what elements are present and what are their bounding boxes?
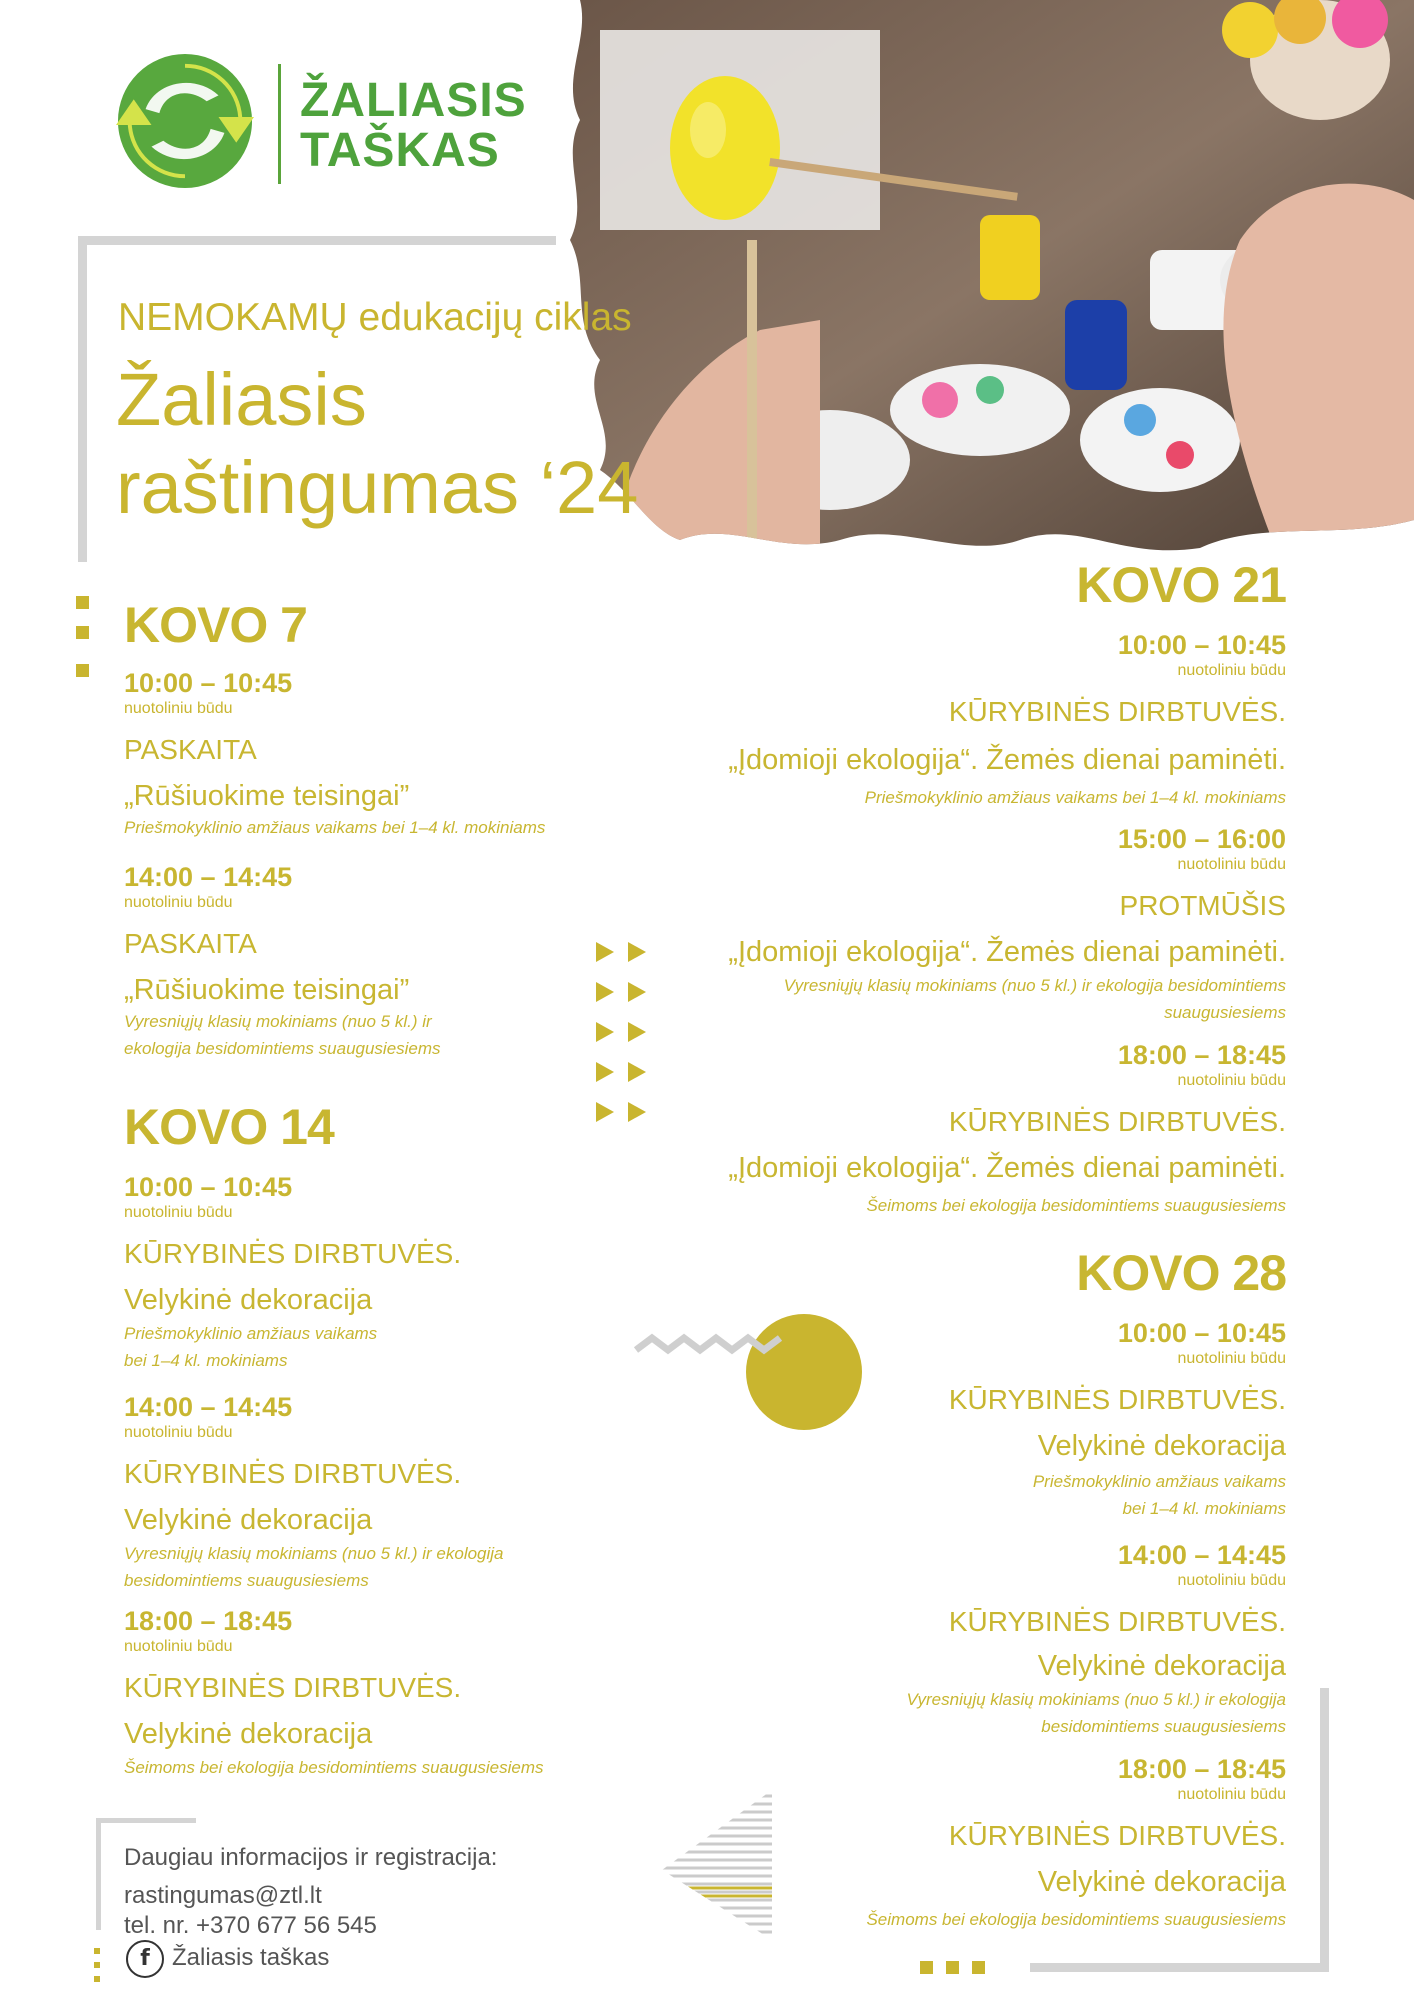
decor-square — [920, 1961, 933, 1974]
session-time: 14:00 – 14:45 — [124, 1392, 293, 1422]
decor-circle-zigzag — [632, 1300, 864, 1450]
session-kind: KŪRYBINĖS DIRBTUVĖS. — [948, 696, 1286, 727]
decor-dot — [94, 1948, 100, 1954]
session-time: 18:00 – 18:45 — [1117, 1040, 1286, 1070]
date-kovo-21: KOVO 21 — [1076, 557, 1286, 613]
session-kind: KŪRYBINĖS DIRBTUVĖS. — [124, 1238, 462, 1269]
frame-left — [78, 236, 87, 562]
facebook-link[interactable]: Žaliasis taškas — [172, 1944, 330, 1971]
session-kind: KŪRYBINĖS DIRBTUVĖS. — [948, 1820, 1286, 1851]
session-kind: PROTMŪŠIS — [1119, 890, 1286, 921]
session-time: 15:00 – 16:00 — [1117, 824, 1286, 854]
date-kovo-14: KOVO 14 — [124, 1099, 334, 1155]
session-topic: „Įdomioji ekologija“. Žemės dienai paminėti. — [728, 1152, 1286, 1184]
decor-arrows — [596, 942, 656, 1130]
session-topic: „Rūšiuokime teisingai” — [124, 974, 410, 1006]
session-kind: KŪRYBINĖS DIRBTUVĖS. — [124, 1458, 462, 1489]
session-audience: Priešmokyklinio amžiaus vaikams bei 1–4 kl. mokiniams — [124, 818, 546, 837]
session-audience: bei 1–4 kl. mokiniams — [124, 1351, 288, 1370]
title-line2: raštingumas ‘24 — [116, 446, 639, 529]
session-audience: Vyresniųjų klasių mokiniams (nuo 5 kl.) ir — [124, 1012, 432, 1031]
contact-phone[interactable]: tel. nr. +370 677 56 545 — [124, 1912, 377, 1939]
frame-top — [78, 236, 556, 245]
session-time: 14:00 – 14:45 — [1117, 1540, 1286, 1570]
session-audience: bei 1–4 kl. mokiniams — [1122, 1499, 1286, 1518]
session-mode: nuotoliniu būdu — [1177, 856, 1286, 873]
event-series-title — [116, 356, 638, 532]
session-kind: KŪRYBINĖS DIRBTUVĖS. — [948, 1384, 1286, 1415]
session-time: 10:00 – 10:45 — [1117, 630, 1286, 660]
session-topic: Velykinė dekoracija — [124, 1504, 373, 1536]
decor-square — [76, 626, 89, 639]
session-mode: nuotoliniu būdu — [124, 894, 233, 911]
brand-name-line2: TAŠKAS — [300, 124, 500, 177]
session-audience: Šeimoms bei ekologija besidomintiems suaugusiesiems — [124, 1758, 544, 1777]
facebook-icon[interactable]: f — [126, 1940, 164, 1978]
decor-striped-triangle — [662, 1790, 772, 1940]
decor-square — [76, 596, 89, 609]
session-topic: Velykinė dekoracija — [1037, 1650, 1286, 1682]
session-kind: PASKAITA — [124, 734, 257, 765]
session-audience: suaugusiesiems — [1164, 1003, 1286, 1022]
session-audience: besidomintiems suaugusiesiems — [1041, 1717, 1286, 1736]
session-topic: Velykinė dekoracija — [1037, 1866, 1286, 1898]
decor-square — [946, 1961, 959, 1974]
session-topic: Velykinė dekoracija — [124, 1718, 373, 1750]
contact-frame-left — [96, 1818, 101, 1930]
session-audience: ekologija besidomintiems suaugusiesiems — [124, 1039, 441, 1058]
decor-dot — [94, 1976, 100, 1982]
brand-logo-icon — [116, 52, 254, 190]
session-mode: nuotoliniu būdu — [1177, 1786, 1286, 1803]
session-topic: „Įdomioji ekologija“. Žemės dienai paminėti. — [728, 936, 1286, 968]
session-topic: „Rūšiuokime teisingai” — [124, 780, 410, 812]
session-time: 14:00 – 14:45 — [124, 862, 293, 892]
event-series-subtitle: NEMOKAMŲ edukacijų ciklas — [118, 296, 632, 339]
session-audience: Vyresniųjų klasių mokiniams (nuo 5 kl.) ir ekologija besidomintiems — [783, 976, 1286, 995]
session-kind: KŪRYBINĖS DIRBTUVĖS. — [124, 1672, 462, 1703]
session-kind: KŪRYBINĖS DIRBTUVĖS. — [948, 1606, 1286, 1637]
frame-right — [1320, 1688, 1329, 1972]
decor-dot — [94, 1962, 100, 1968]
session-mode: nuotoliniu būdu — [1177, 662, 1286, 679]
session-audience: Vyresniųjų klasių mokiniams (nuo 5 kl.) ir ekologija — [906, 1690, 1286, 1709]
session-time: 18:00 – 18:45 — [124, 1606, 293, 1636]
session-mode: nuotoliniu būdu — [124, 700, 233, 717]
brand-name-line1: ŽALIASIS — [300, 74, 527, 127]
session-audience: Priešmokyklinio amžiaus vaikams — [1032, 1472, 1286, 1491]
brand-name — [300, 76, 527, 176]
title-line1: Žaliasis — [116, 358, 367, 441]
decor-square — [76, 664, 89, 677]
session-mode: nuotoliniu būdu — [124, 1638, 233, 1655]
session-time: 18:00 – 18:45 — [1117, 1754, 1286, 1784]
session-kind: KŪRYBINĖS DIRBTUVĖS. — [948, 1106, 1286, 1137]
logo-divider — [278, 64, 281, 184]
contact-email[interactable]: rastingumas@ztl.lt — [124, 1882, 322, 1909]
frame-bottom — [1030, 1963, 1329, 1972]
session-mode: nuotoliniu būdu — [1177, 1572, 1286, 1589]
session-time: 10:00 – 10:45 — [124, 1172, 293, 1202]
session-mode: nuotoliniu būdu — [1177, 1350, 1286, 1367]
session-mode: nuotoliniu būdu — [124, 1424, 233, 1441]
decor-square — [972, 1961, 985, 1974]
session-audience: Vyresniųjų klasių mokiniams (nuo 5 kl.) ir ekologija — [124, 1544, 504, 1563]
date-kovo-28: KOVO 28 — [1076, 1245, 1286, 1301]
session-topic: Velykinė dekoracija — [1037, 1430, 1286, 1462]
contact-frame-top — [96, 1818, 196, 1823]
session-mode: nuotoliniu būdu — [124, 1204, 233, 1221]
session-mode: nuotoliniu būdu — [1177, 1072, 1286, 1089]
session-topic: „Įdomioji ekologija“. Žemės dienai paminėti. — [728, 744, 1286, 776]
session-audience: Šeimoms bei ekologija besidomintiems suaugusiesiems — [866, 1910, 1286, 1929]
session-kind: PASKAITA — [124, 928, 257, 959]
date-kovo-7: KOVO 7 — [124, 597, 307, 653]
egg-painting-photo — [560, 0, 1414, 560]
session-audience: besidomintiems suaugusiesiems — [124, 1571, 369, 1590]
session-audience: Priešmokyklinio amžiaus vaikams bei 1–4 kl. mokiniams — [864, 788, 1286, 807]
contact-heading: Daugiau informacijos ir registracija: — [124, 1844, 498, 1871]
session-time: 10:00 – 10:45 — [1117, 1318, 1286, 1348]
session-topic: Velykinė dekoracija — [124, 1284, 373, 1316]
session-audience: Priešmokyklinio amžiaus vaikams — [124, 1324, 378, 1343]
session-audience: Šeimoms bei ekologija besidomintiems suaugusiesiems — [866, 1196, 1286, 1215]
session-time: 10:00 – 10:45 — [124, 668, 293, 698]
